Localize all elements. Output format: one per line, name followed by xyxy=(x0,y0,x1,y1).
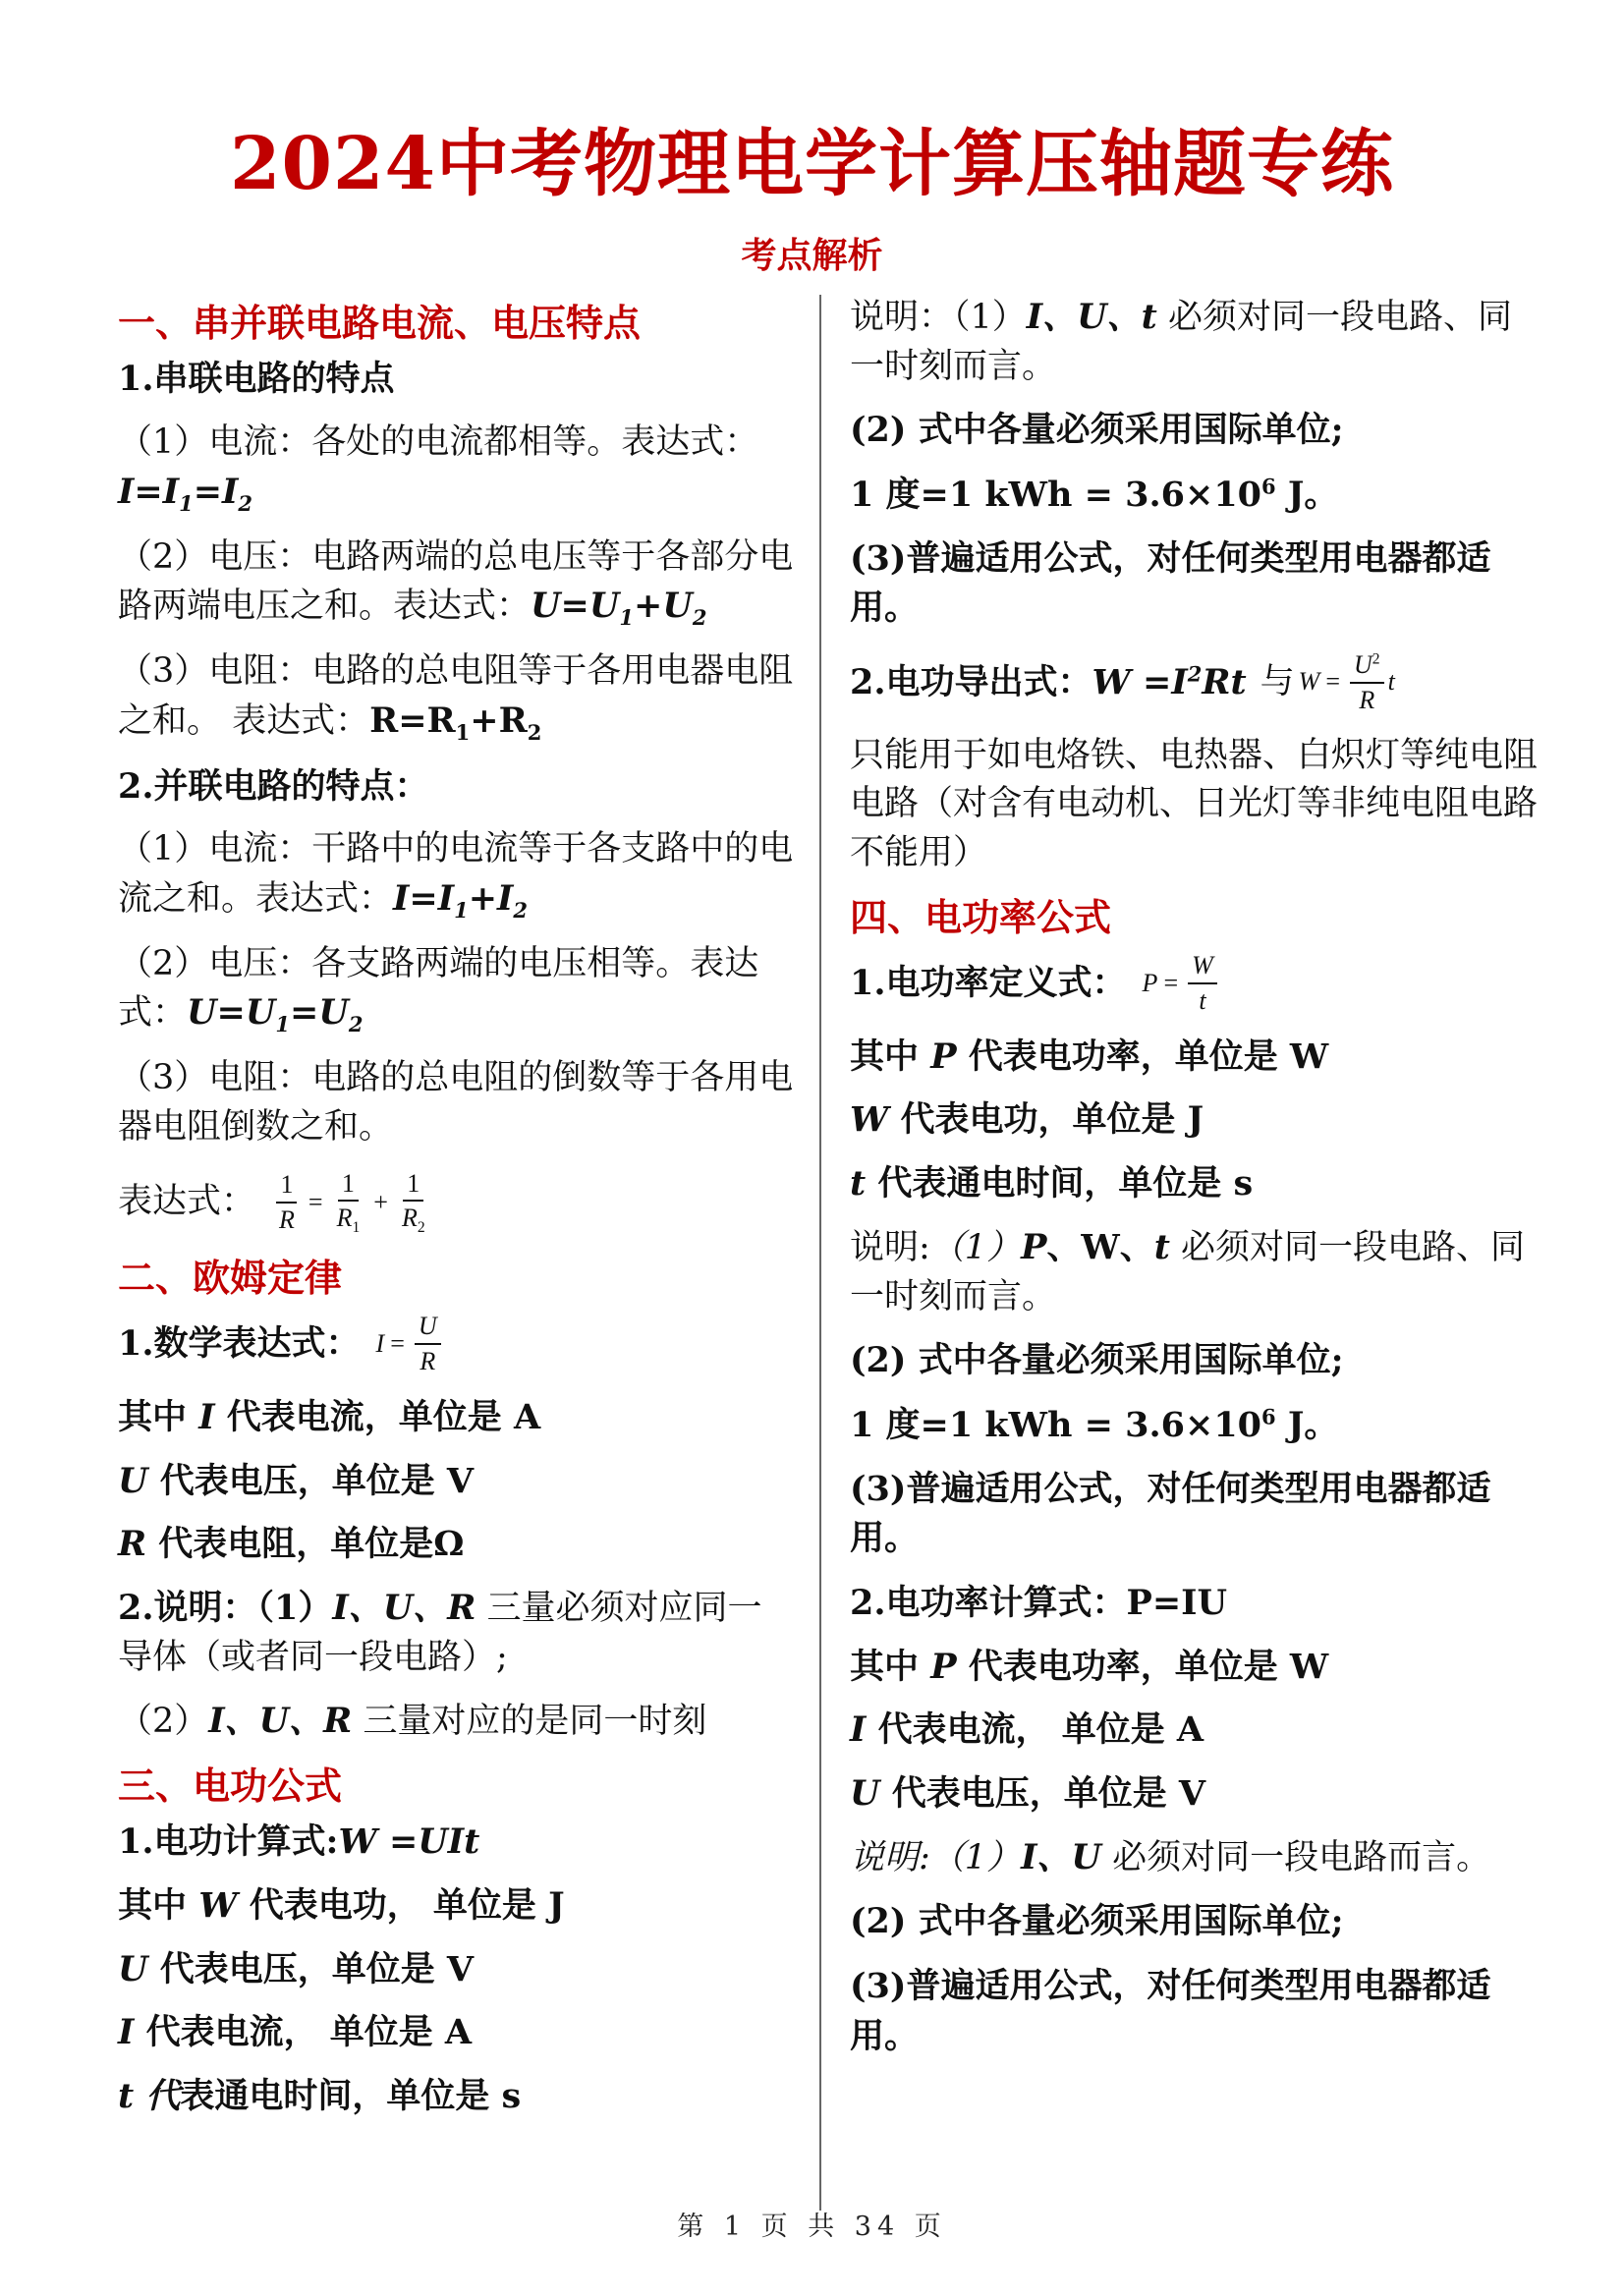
paragraph: 其中 W 代表电功， 单位是 J xyxy=(118,1885,565,1927)
paragraph: I 代表电流， 单位是 A xyxy=(118,2012,473,2053)
paragraph: U 代表电压，单位是 V xyxy=(118,1948,475,1989)
paragraph: U 代表电压，单位是 V xyxy=(850,1773,1206,1815)
paragraph: 2.电功导出式： $W =I^2Rt$ 与 W = $\frac{U^2}{R}$ t xyxy=(850,648,1538,717)
paragraph: 说明：（1）I、U、t 必须对同一段电路、同一时刻而言。 xyxy=(850,297,1512,386)
paragraph: t 代表通电时间，单位是 s xyxy=(118,2076,522,2117)
paragraph: W 代表电功，单位是 J xyxy=(850,1099,1204,1141)
paragraph: 只能用于如电烙铁、电热器、白炽灯等纯电阻电路（对含有电动机、日光灯等非纯电阻电路不能用） xyxy=(850,735,1539,873)
left-column xyxy=(118,293,796,2136)
paragraph: （2）电压：各支路两端的电压相等。表达式：$U=U_1=U_2$ xyxy=(118,943,759,1037)
formula-text: $U=U_1+U_2$ xyxy=(531,586,707,631)
paragraph: 2.说明：（1）I、U、R 三量必须对应同一导体（或者同一段电路）; xyxy=(118,1587,762,1677)
paragraph: 1 度=1 kWh = $3.6\times 10^6$ J。 xyxy=(850,474,1339,516)
paragraph: 其中 P 代表电功率，单位是 W xyxy=(850,1036,1329,1077)
paragraph: （3）电阻：电路的总电阻等于各用电器电阻之和。 表达式：$R=R_1+R_2$ xyxy=(118,651,794,745)
paragraph: 其中 P 代表电功率，单位是 W xyxy=(850,1646,1329,1687)
section-heading: 四、电功率公式 xyxy=(850,894,1112,939)
right-column xyxy=(850,293,1538,2076)
parallel-resistance-formula: $\frac{1}{R}$ = $\frac{1}{R_1}$ + $\frac{1}{R_2}$ xyxy=(271,1167,433,1239)
formula-text: $I=I_1=I_2$ xyxy=(118,471,253,516)
paragraph: 说明:（1）P、W、t 必须对同一段电路、同一时刻而言。 xyxy=(850,1226,1526,1316)
paragraph: 1.电功率定义式： P = $\frac{W}{t}$ xyxy=(850,949,1538,1018)
paragraph: (2) 式中各量必须采用国际单位; xyxy=(850,1340,1344,1381)
paragraph: （1）电流：干路中的电流等于各支路中的电流之和。表达式：$I=I_1+I_2$ xyxy=(118,829,794,923)
paragraph: 表达式： $\frac{1}{R}$ = $\frac{1}{R_1}$ + $\frac{1}{R_2}$ xyxy=(118,1167,796,1239)
paragraph: (2) 式中各量必须采用国际单位; xyxy=(850,1901,1344,1942)
paragraph: 1.电功计算式:W =UIt xyxy=(118,1821,480,1863)
section-heading: 二、欧姆定律 xyxy=(118,1255,343,1300)
paragraph: 2.电功率计算式：P=IU xyxy=(850,1582,1228,1623)
paragraph: (3)普遍适用公式，对任何类型用电器都适用。 xyxy=(850,1966,1491,2056)
paragraph: R 代表电阻，单位是Ω xyxy=(118,1524,465,1565)
page-subtitle: 考点解析 xyxy=(741,235,883,276)
paragraph: （2）I、U、R 三量对应的是同一时刻 xyxy=(118,1701,707,1742)
paragraph: （3）电阻：电路的总电阻的倒数等于各用电器电阻倒数之和。 xyxy=(118,1058,794,1147)
paragraph: t 代表通电时间，单位是 s xyxy=(850,1163,1254,1204)
electric-work-formula: W = $\frac{U^2}{R}$ t xyxy=(1298,650,1395,714)
section-heading: 三、电功公式 xyxy=(118,1764,343,1808)
paragraph: （2）电压：电路两端的总电压等于各部分电路两端电压之和。表达式：$U=U_1+U_2$ xyxy=(118,536,794,631)
paragraph: （1）电流：各处的电流都相等。表达式： $I=I_1=I_2$ xyxy=(118,422,759,516)
page-title: 2024中考物理电学计算压轴题专练 xyxy=(230,122,1394,206)
formula-text: $U=U_1=U_2$ xyxy=(187,992,364,1037)
paragraph: (3)普遍适用公式，对任何类型用电器都适用。 xyxy=(850,1468,1491,1559)
paragraph: 说明:（1）I、U 必须对同一段电路而言。 xyxy=(850,1836,1491,1877)
subheading: 1.串联电路的特点 xyxy=(118,359,395,400)
paragraph: (2) 式中各量必须采用国际单位; xyxy=(850,410,1344,451)
power-definition-formula: P = $\frac{W}{t}$ xyxy=(1143,949,1221,1018)
page-footer: 第 1 页 共 34 页 xyxy=(677,2212,947,2242)
paragraph: 1 度=1 kWh = $3.6\times 10^6$ J。 xyxy=(850,1404,1339,1445)
paragraph: 1.数学表达式： I = $\frac{U}{R}$ xyxy=(118,1310,796,1378)
ohms-law-formula: I = $\frac{U}{R}$ xyxy=(376,1310,445,1378)
subheading: 2.并联电路的特点： xyxy=(118,765,429,807)
formula-text: $R=R_1+R_2$ xyxy=(369,700,542,745)
section-heading: 一、串并联电路电流、电压特点 xyxy=(118,301,642,345)
formula-text: $I=I_1+I_2$ xyxy=(393,877,529,923)
paragraph: (3)普遍适用公式，对任何类型用电器都适用。 xyxy=(850,537,1491,629)
paragraph: U 代表电压，单位是 V xyxy=(118,1460,475,1501)
column-divider xyxy=(819,295,821,2211)
paragraph: I 代表电流， 单位是 A xyxy=(850,1709,1204,1751)
paragraph: 其中 I 代表电流，单位是 A xyxy=(118,1396,541,1437)
